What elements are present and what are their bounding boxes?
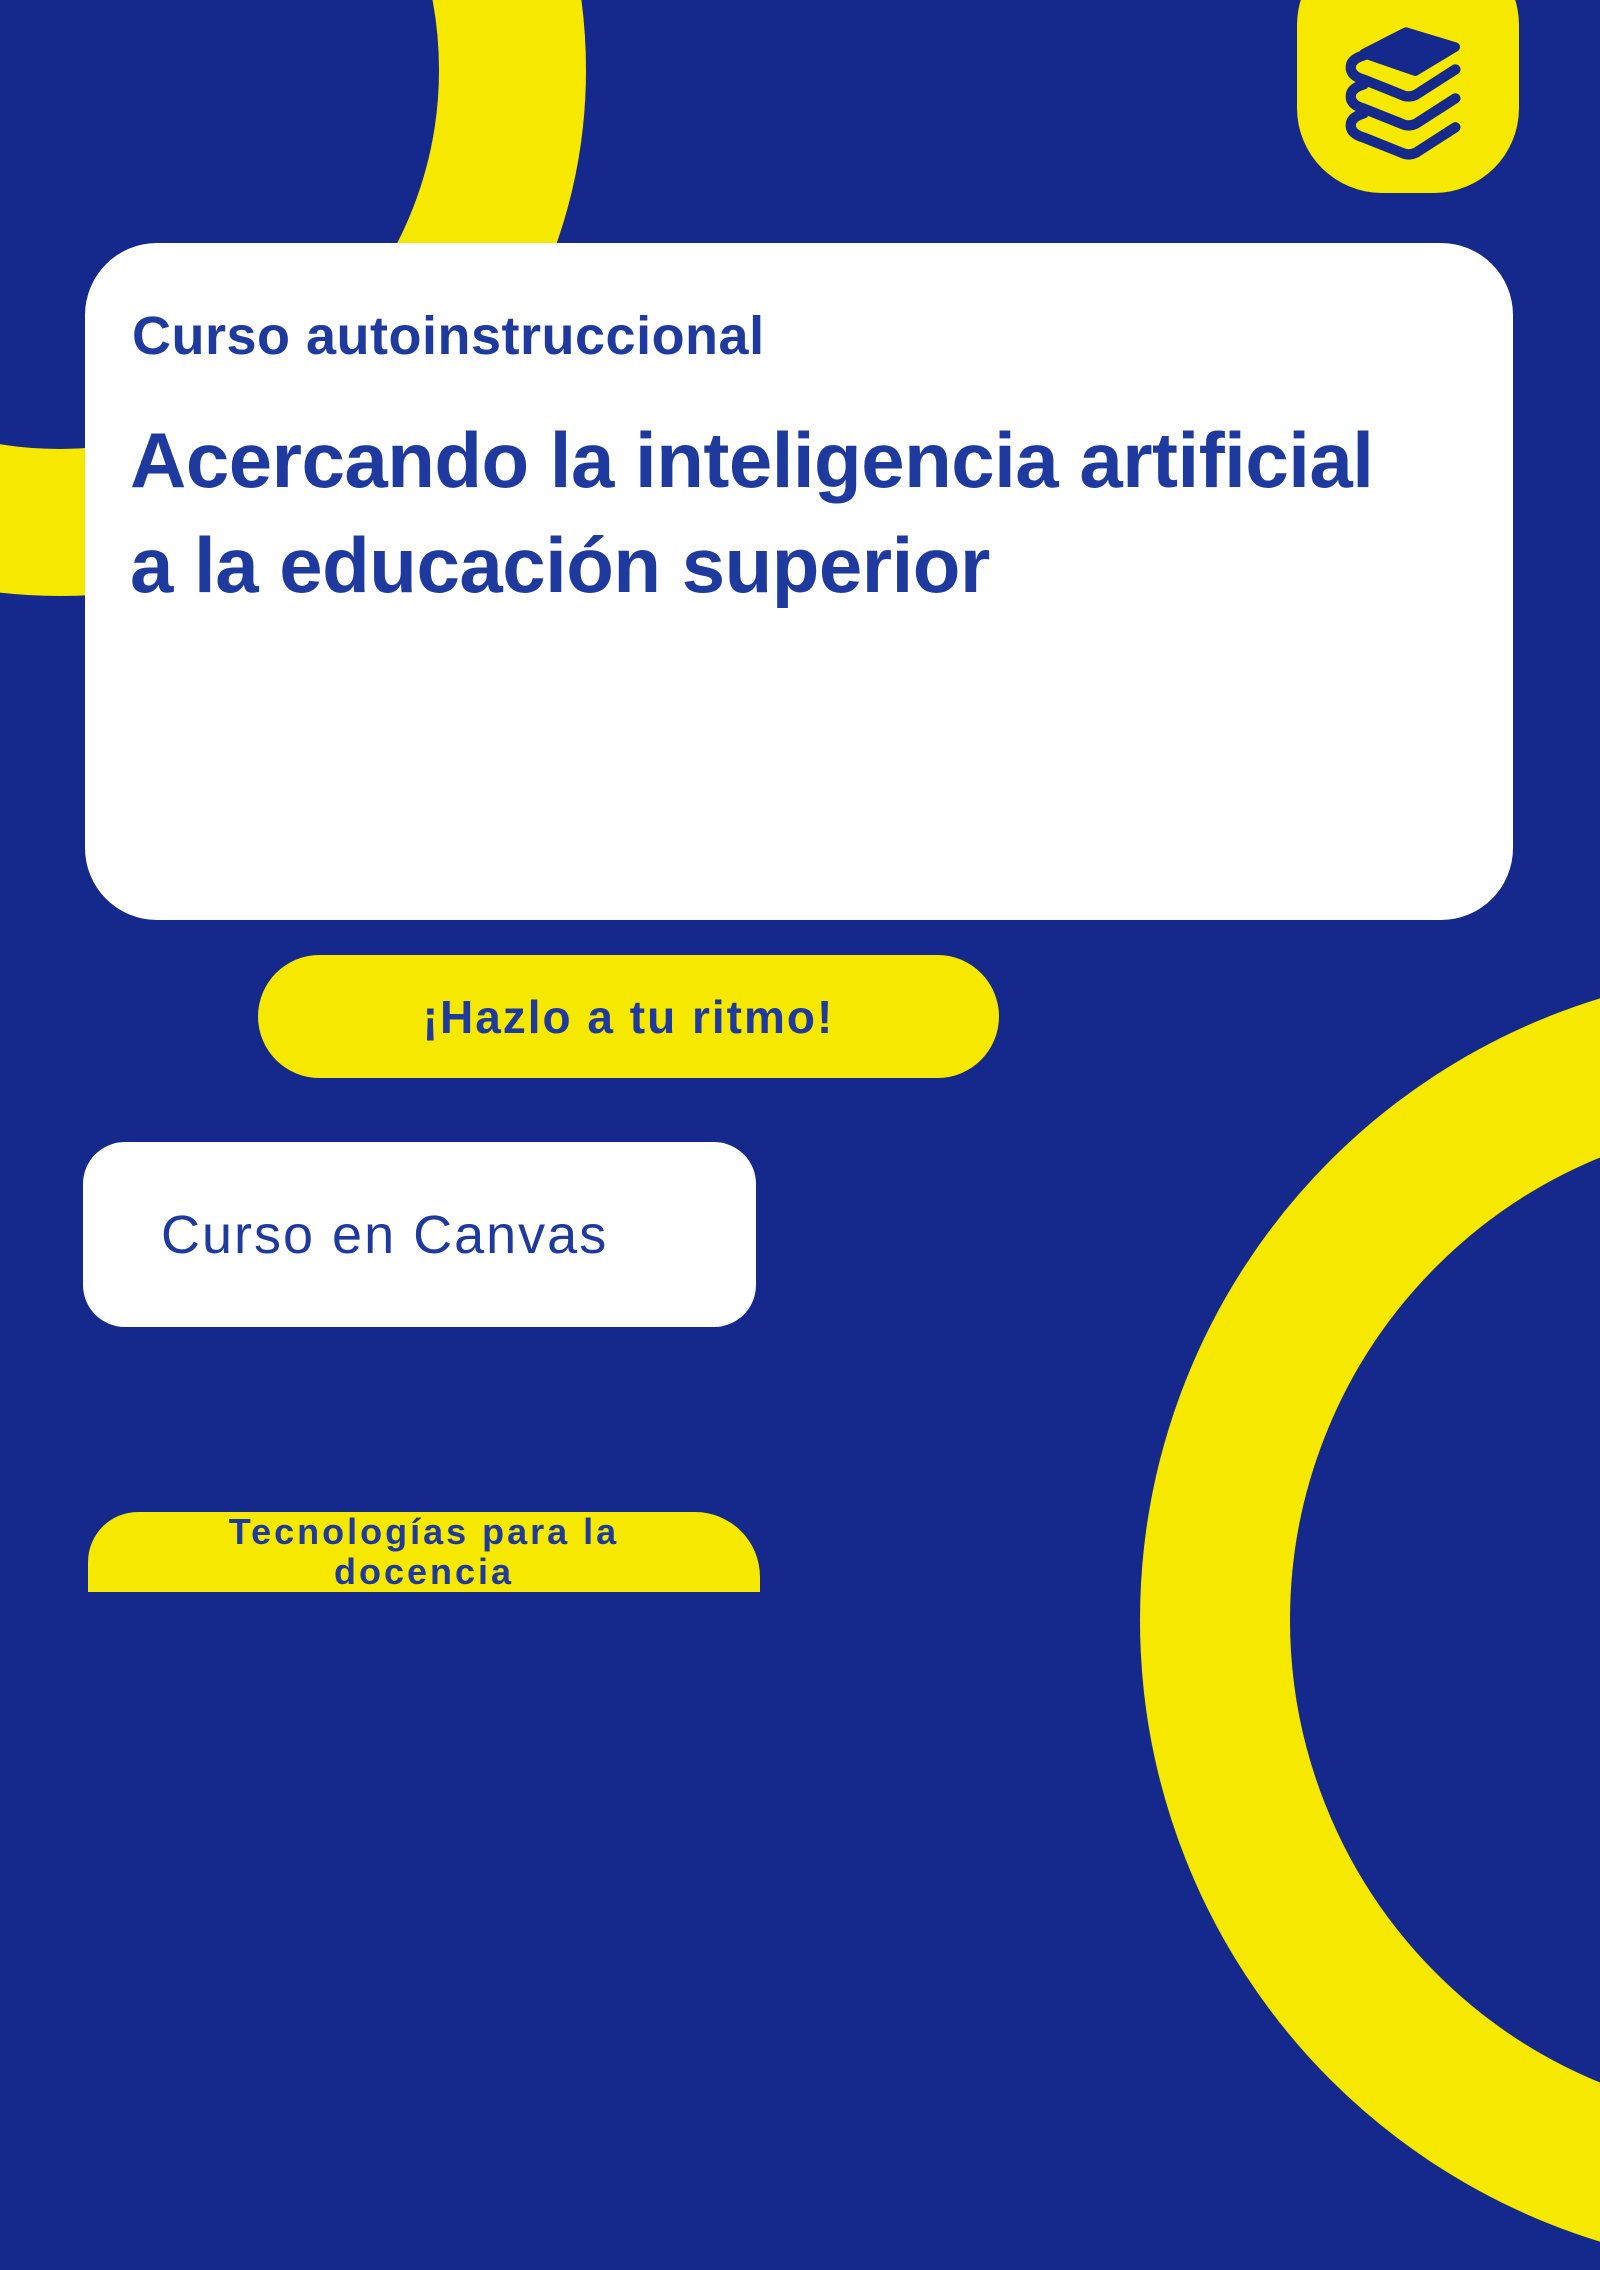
course-title: Acercando la inteligencia artificial a la educación superior [130, 416, 1374, 609]
books-stack-icon [1345, 18, 1463, 160]
canvas-platform-label: Curso en Canvas [161, 1204, 609, 1265]
pace-badge[interactable] [258, 955, 999, 1078]
course-type-label: Curso autoinstruccional [132, 306, 765, 366]
footer-badge [88, 1512, 760, 1592]
course-card [85, 243, 1513, 920]
books-badge [1297, 0, 1519, 193]
yellow-ring-bottom-right [1140, 970, 1600, 2270]
pace-badge-label: ¡Hazlo a tu ritmo! [422, 990, 835, 1043]
footer-badge-label: Tecnologías para la docencia [228, 1511, 620, 1592]
canvas-platform-badge[interactable] [83, 1142, 756, 1327]
